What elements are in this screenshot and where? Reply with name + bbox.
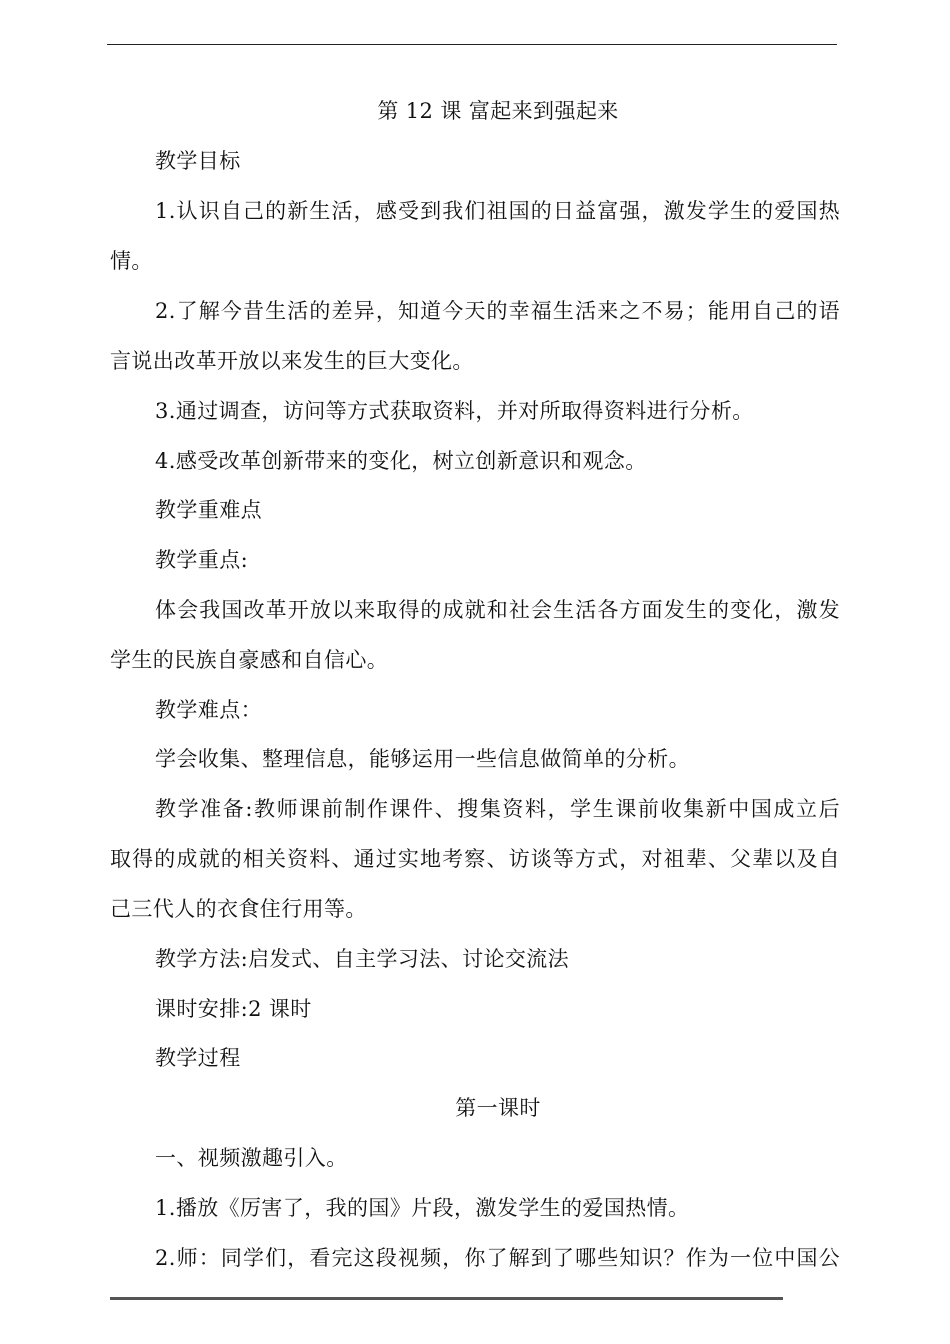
paragraph-line: 教学准备:教师课前制作课件、搜集资料，学生课前收集新中国成立后 <box>155 797 840 821</box>
paragraph-line: 1.播放《厉害了，我的国》片段，激发学生的爱国热情。 <box>155 1196 690 1220</box>
paragraph-line: 3.通过调查，访问等方式获取资料，并对所取得资料进行分析。 <box>155 399 754 423</box>
page-title: 第 12 课 富起来到强起来 <box>377 99 619 123</box>
heading-key-difficult-points: 教学重难点 <box>155 498 262 522</box>
paragraph-line: 4.感受改革创新带来的变化，树立创新意识和观念。 <box>155 449 647 473</box>
paragraph-line: 教学方法:启发式、自主学习法、讨论交流法 <box>155 947 570 971</box>
header-rule <box>107 44 837 45</box>
paragraph-line: 学会收集、整理信息，能够运用一些信息做简单的分析。 <box>155 747 690 771</box>
heading-difficult-points: 教学难点： <box>155 698 262 722</box>
paragraph-line: 情。 <box>110 249 153 273</box>
paragraph-line: 2.了解今昔生活的差异，知道今天的幸福生活来之不易；能用自己的语 <box>155 299 840 323</box>
paragraph-line: 言说出改革开放以来发生的巨大变化。 <box>110 349 474 373</box>
paragraph-line: 体会我国改革开放以来取得的成就和社会生活各方面发生的变化，激发 <box>155 598 840 622</box>
footer-rule <box>110 1297 783 1300</box>
section-title-first-lesson: 第一课时 <box>455 1096 541 1120</box>
paragraph-line: 学生的民族自豪感和自信心。 <box>110 648 389 672</box>
heading-teaching-process: 教学过程 <box>155 1046 241 1070</box>
paragraph-line: 1.认识自己的新生活，感受到我们祖国的日益富强，激发学生的爱国热 <box>155 199 840 223</box>
paragraph-line: 一、视频激趣引入。 <box>155 1146 348 1170</box>
paragraph-line: 己三代人的衣食住行用等。 <box>110 897 367 921</box>
paragraph-line: 课时安排:2 课时 <box>155 997 312 1021</box>
paragraph-line: 2.师：同学们，看完这段视频，你了解到了哪些知识？作为一位中国公 <box>155 1246 840 1270</box>
heading-teaching-goals: 教学目标 <box>155 149 241 173</box>
heading-key-points: 教学重点: <box>155 548 249 572</box>
paragraph-line: 取得的成就的相关资料、通过实地考察、访谈等方式，对祖辈、父辈以及自 <box>110 847 840 871</box>
